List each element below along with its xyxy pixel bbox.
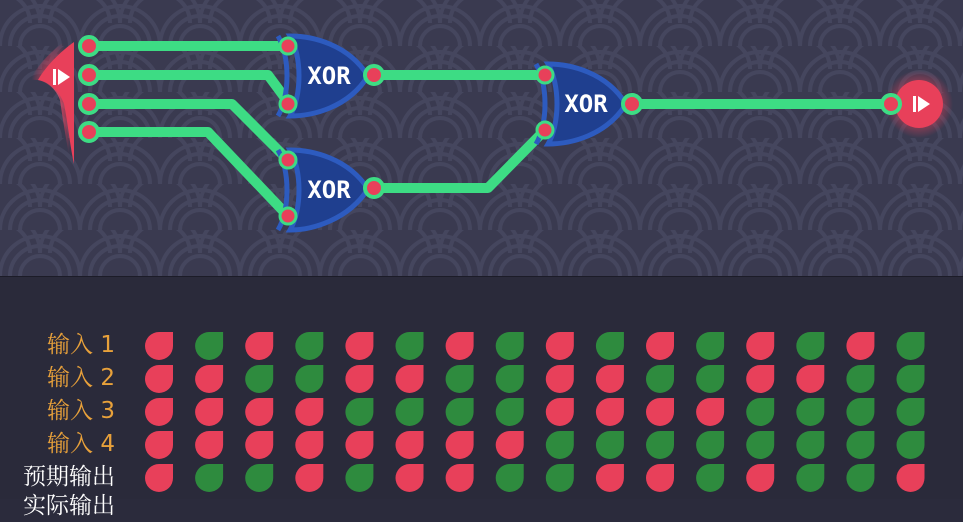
truth-pin-r4-c3: [245, 431, 273, 459]
truth-pin-r5-c15: [846, 464, 874, 492]
truth-pin-r3-c4: [295, 398, 323, 426]
truth-pin-r3-c5: [345, 398, 373, 426]
truth-pin-r4-c2: [195, 431, 223, 459]
truth-pin-r4-c12: [696, 431, 724, 459]
truth-pin-r5-c8: [496, 464, 524, 492]
truth-pin-r5-c16: [897, 464, 925, 492]
truth-pin-r4-c11: [646, 431, 674, 459]
truth-pin-r2-c6: [396, 365, 424, 393]
gate-label: XOR: [307, 62, 351, 90]
truth-pin-r2-c2: [195, 365, 223, 393]
truth-pin-r2-c15: [846, 365, 874, 393]
truth-pin-r1-c14: [796, 332, 824, 360]
truth-pin-r2-c3: [245, 365, 273, 393]
truth-pin-r2-c9: [546, 365, 574, 393]
truth-pin-r1-c15: [846, 332, 874, 360]
truth-pin-r5-c4: [295, 464, 323, 492]
truth-pin-r3-c2: [195, 398, 223, 426]
truth-pin-r2-c7: [446, 365, 474, 393]
truth-pin-r5-c6: [396, 464, 424, 492]
gate-label: XOR: [564, 90, 608, 118]
truth-pin-r4-c6: [396, 431, 424, 459]
truth-pin-r2-c16: [897, 365, 925, 393]
truth-pin-r1-c9: [546, 332, 574, 360]
truth-pin-r2-c5: [345, 365, 373, 393]
truth-pin-r1-c12: [696, 332, 724, 360]
truth-pin-r4-c14: [796, 431, 824, 459]
truth-pin-r1-c11: [646, 332, 674, 360]
truth-pin-r3-c10: [596, 398, 624, 426]
truth-pin-r5-c11: [646, 464, 674, 492]
truth-pin-r3-c6: [396, 398, 424, 426]
truth-pin-r2-c4: [295, 365, 323, 393]
truth-pin-r3-c3: [245, 398, 273, 426]
truth-pin-r3-c1: [145, 398, 173, 426]
truth-pin-r2-c8: [496, 365, 524, 393]
truth-pin-r5-c14: [796, 464, 824, 492]
truth-pin-r2-c14: [796, 365, 824, 393]
row-label-input-1: 输入 1: [47, 332, 115, 358]
truth-pin-r1-c16: [897, 332, 925, 360]
truth-pin-r3-c9: [546, 398, 574, 426]
truth-pin-r1-c5: [345, 332, 373, 360]
truth-pin-r2-c10: [596, 365, 624, 393]
truth-pin-r3-c15: [846, 398, 874, 426]
truth-table: [0, 277, 963, 519]
truth-pin-r5-c5: [345, 464, 373, 492]
truth-pin-r3-c13: [746, 398, 774, 426]
truth-pin-r3-c12: [696, 398, 724, 426]
row-label-actual-output: 实际输出: [23, 493, 115, 519]
truth-pin-r3-c8: [496, 398, 524, 426]
truth-pin-r3-c11: [646, 398, 674, 426]
truth-pin-r2-c11: [646, 365, 674, 393]
truth-pin-r5-c9: [546, 464, 574, 492]
truth-pin-r5-c3: [245, 464, 273, 492]
truth-pin-r4-c4: [295, 431, 323, 459]
truth-pin-r1-c8: [496, 332, 524, 360]
truth-pin-r4-c10: [596, 431, 624, 459]
gate-label: XOR: [307, 176, 351, 204]
truth-pin-r1-c4: [295, 332, 323, 360]
row-label-input-2: 输入 2: [47, 365, 115, 391]
truth-pin-r4-c5: [345, 431, 373, 459]
truth-pin-r1-c2: [195, 332, 223, 360]
truth-pin-r2-c1: [145, 365, 173, 393]
truth-pin-r3-c14: [796, 398, 824, 426]
truth-pin-r3-c16: [897, 398, 925, 426]
row-label-expected-output: 预期输出: [23, 464, 115, 490]
truth-pin-r4-c9: [546, 431, 574, 459]
truth-pin-r5-c12: [696, 464, 724, 492]
truth-pin-r1-c3: [245, 332, 273, 360]
truth-pin-r1-c13: [746, 332, 774, 360]
truth-pin-r5-c13: [746, 464, 774, 492]
truth-pin-r4-c1: [145, 431, 173, 459]
truth-pin-r2-c13: [746, 365, 774, 393]
truth-pin-r1-c7: [446, 332, 474, 360]
row-label-input-4: 输入 4: [47, 431, 115, 457]
truth-pin-r4-c13: [746, 431, 774, 459]
truth-pin-r5-c7: [446, 464, 474, 492]
truth-pin-r1-c10: [596, 332, 624, 360]
truth-pin-r4-c16: [897, 431, 925, 459]
truth-pin-r3-c7: [446, 398, 474, 426]
truth-pin-r5-c10: [596, 464, 624, 492]
row-label-input-3: 输入 3: [47, 398, 115, 424]
truth-pin-r1-c1: [145, 332, 173, 360]
truth-pin-r5-c2: [195, 464, 223, 492]
truth-pin-r5-c1: [145, 464, 173, 492]
truth-pin-r4-c8: [496, 431, 524, 459]
truth-pin-r1-c6: [396, 332, 424, 360]
truth-table-pins: [0, 277, 963, 499]
truth-pin-r2-c12: [696, 365, 724, 393]
truth-pin-r4-c7: [446, 431, 474, 459]
truth-pin-r4-c15: [846, 431, 874, 459]
